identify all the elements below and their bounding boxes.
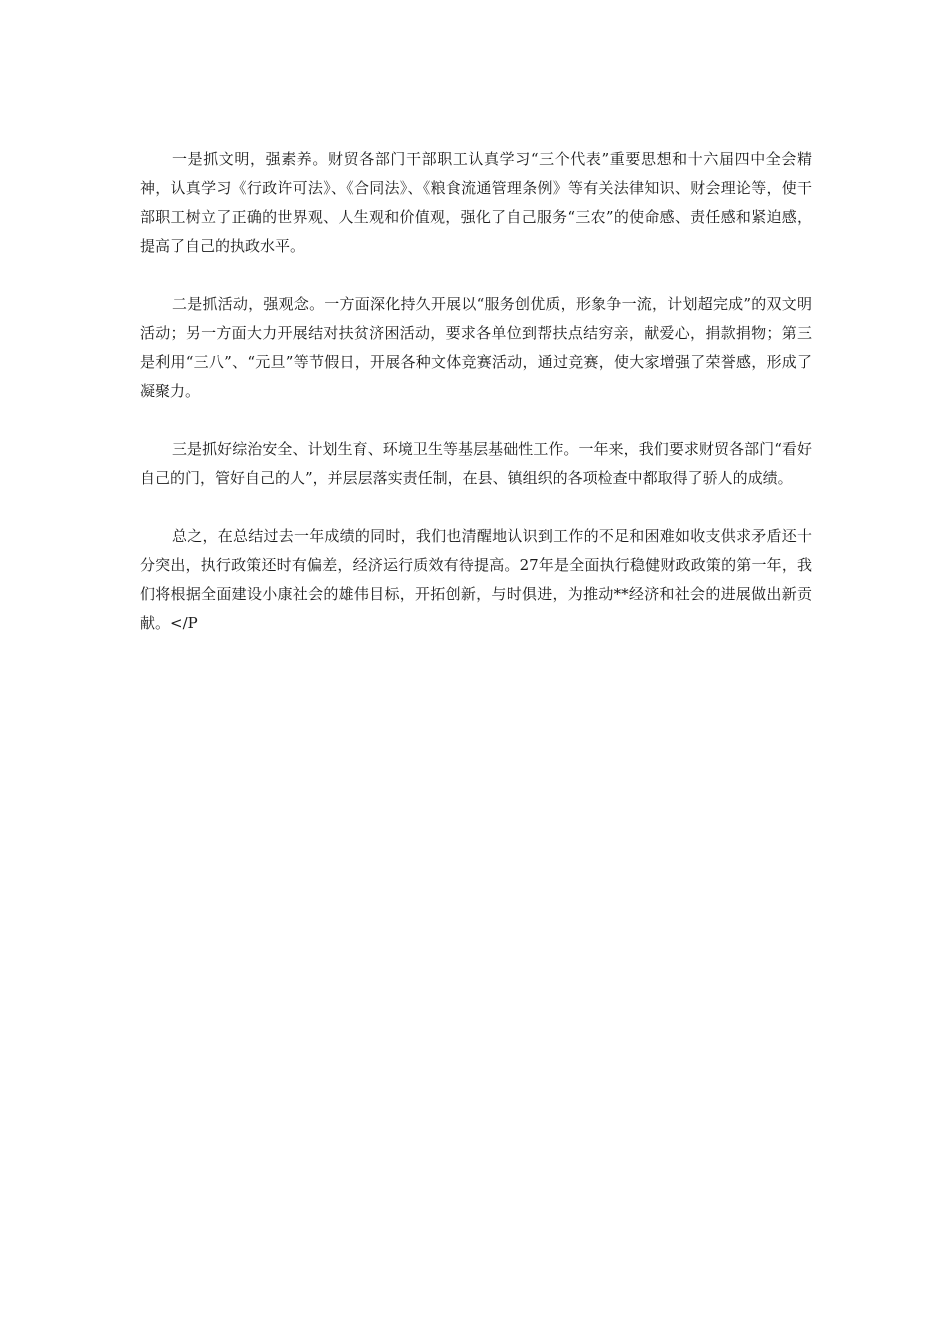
- paragraph-grassroots-work: 三是抓好综治安全、计划生育、环境卫生等基层基础性工作。一年来，我们要求财贸各部门“看好自己的门，管好自己的人”，并层层落实责任制，在县、镇组织的各项检查中都取得了骄人的成绩。: [140, 440, 812, 487]
- document-body: [140, 145, 812, 667]
- paragraph-civilization: 一是抓文明，强素养。财贸各部门干部职工认真学习“三个代表”重要思想和十六届四中全会精神，认真学习《行政许可法》、《合同法》、《粮食流通管理条例》等有关法律知识、财会理论等，使干部职工树立了正确的世界观、人生观和价值观，强化了自己服务“三农”的使命感、责任感和紧迫感，提高了自己的执政水平。: [140, 150, 812, 255]
- paragraph-activities: 二是抓活动，强观念。一方面深化持久开展以“服务创优质，形象争一流，计划超完成”的双文明活动；另一方面大力开展结对扶贫济困活动，要求各单位到帮扶点结穷亲，献爱心，捐款捐物；第三是利用“三八”、“元旦”等节假日，开展各种文体竞赛活动，通过竞赛，使大家增强了荣誉感，形成了凝聚力。: [140, 295, 812, 400]
- paragraph-conclusion: 总之，在总结过去一年成绩的同时，我们也清醒地认识到工作的不足和困难如收支供求矛盾还十分突出，执行政策还时有偏差，经济运行质效有待提高。27年是全面执行稳健财政政策的第一年，我们将根据全面建设小康社会的雄伟目标，开拓创新，与时俱进，为推动**经济和社会的进展做出新贡献。</P: [140, 527, 812, 632]
